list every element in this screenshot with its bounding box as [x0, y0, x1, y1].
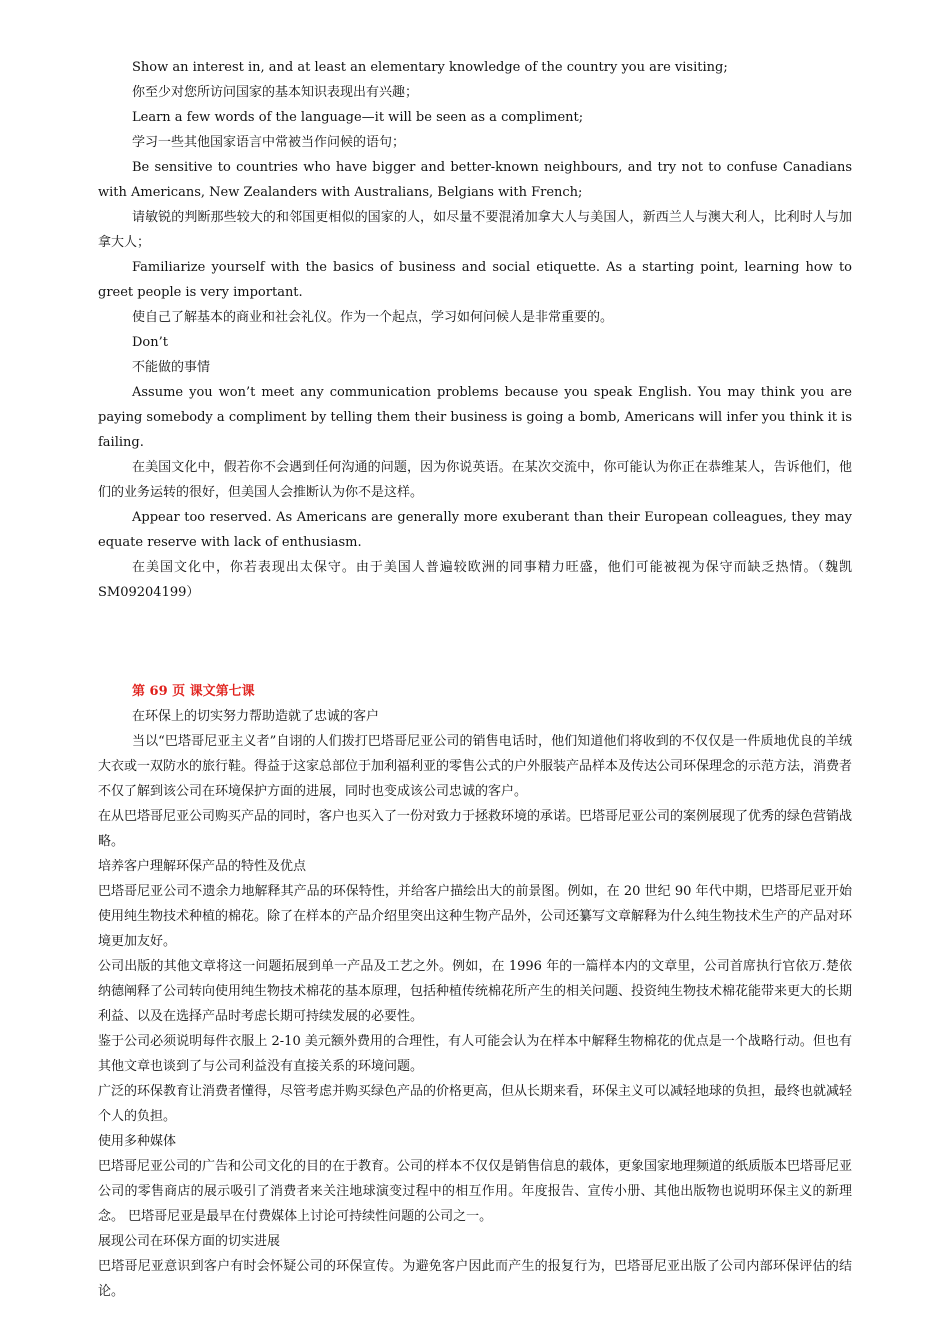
chinese-tip: 在美国文化中，你若表现出太保守。由于美国人普遍较欧洲的同事精力旺盛，他们可能被视为保守而缺乏热情。（魏凯SM09204199）: [98, 560, 852, 600]
etiquette-tips-section: [98, 55, 852, 605]
lesson-paragraph: 巴塔哥尼亚意识到客户有时会怀疑公司的环保宣传。为避免客户因此而产生的报复行为，巴塔哥尼亚出版了公司内部环保评估的结论。: [98, 1259, 852, 1299]
subheading-dont-chinese: 不能做的事情: [132, 360, 211, 375]
subheading-dont: Don’t: [132, 335, 168, 350]
english-tip: Show an interest in, and at least an elementary knowledge of the country you are visiting;: [132, 60, 728, 75]
english-tip: Familiarize yourself with the basics of business and social etiquette. As a starting point, learning how to greet people is very important.: [98, 260, 852, 300]
lesson-seven-section: [98, 679, 852, 1304]
chinese-tip: 请敏锐的判断那些较大的和邻国更相似的国家的人，如尽量不要混淆加拿大人与美国人，新西兰人与澳大利人，比利时人与加拿大人；: [98, 210, 852, 250]
lesson-subheading: 使用多种媒体: [98, 1134, 177, 1149]
chinese-tip: 学习一些其他国家语言中常被当作问候的语句；: [132, 135, 406, 150]
english-tip: Appear too reserved. As Americans are generally more exuberant than their European colleagues, they may equate reserve with lack of enthusiasm.: [98, 510, 852, 550]
english-tip: Learn a few words of the language—it will be seen as a compliment;: [132, 110, 584, 125]
lesson-paragraph: 巴塔哥尼亚公司不遗余力地解释其产品的环保特性，并给客户描绘出大的前景图。例如，在 20 世纪 90 年代中期，巴塔哥尼亚开始使用纯生物技术种植的棉花。除了在样本的产品介绍里突出这种生物产品外，公司还纂写文章解释为什么纯生物技术生产的产品对环境更加友好。: [98, 884, 853, 949]
lesson-paragraph: 公司出版的其他文章将这一问题拓展到单一产品及工艺之外。例如，在 1996 年的一篇样本内的文章里，公司首席执行官依万.楚依纳德阐释了公司转向使用纯生物技术棉花的基本原理，包括种植传统棉花所产生的相关问题、投资纯生物技术棉花能带来更大的长期利益、以及在选择产品时考虑长期可持续发展的必要性。: [98, 959, 853, 1024]
chinese-tip: 你至少对您所访问国家的基本知识表现出有兴趣；: [132, 85, 419, 100]
lesson-subheading: 培养客户理解环保产品的特性及优点: [98, 859, 307, 874]
chinese-tip: 使自己了解基本的商业和社会礼仪。作为一个起点，学习如何问候人是非常重要的。: [132, 310, 614, 325]
lesson-heading: 第 69 页 课文第七课: [132, 684, 255, 699]
english-tip: Be sensitive to countries who have bigger and better-known neighbours, and try not to confuse Canadians with Americans, New Zealanders with Australians, Belgians with French;: [98, 160, 852, 200]
lesson-paragraph: 鉴于公司必须说明每件衣服上 2-10 美元额外费用的合理性，有人可能会认为在样本中解释生物棉花的优点是一个战略行动。但也有其他文章也谈到了与公司利益没有直接关系的环境问题。: [98, 1034, 852, 1074]
section-spacer: [98, 605, 852, 679]
english-tip: Assume you won’t meet any communication problems because you speak English. You may think you are paying somebody a compliment by telling them their business is going a bomb, Americans will infer you think it is failing.: [98, 385, 852, 450]
lesson-subheading: 展现公司在环保方面的切实进展: [98, 1234, 281, 1249]
lesson-paragraph: 广泛的环保教育让消费者懂得，尽管考虑并购买绿色产品的价格更高，但从长期来看，环保主义可以减轻地球的负担，最终也就减轻个人的负担。: [98, 1084, 853, 1124]
lesson-paragraph: 在从巴塔哥尼亚公司购买产品的同时，客户也买入了一份对致力于拯救环境的承诺。巴塔哥尼亚公司的案例展现了优秀的绿色营销战略。: [98, 809, 853, 849]
chinese-tip: 在美国文化中，假若你不会遇到任何沟通的问题，因为你说英语。在某次交流中，你可能认为你正在恭维某人，告诉他们，他们的业务运转的很好，但美国人会推断认为你不是这样。: [98, 460, 852, 500]
lesson-title: 在环保上的切实努力帮助造就了忠诚的客户: [132, 709, 380, 724]
lesson-intro: 当以“巴塔哥尼亚主义者”自诩的人们拨打巴塔哥尼亚公司的销售电话时，他们知道他们将收到的不仅仅是一件质地优良的羊绒大衣或一双防水的旅行鞋。得益于这家总部位于加利福利亚的零售公式的户外服装产品样本及传达公司环保理念的示范方法，消费者不仅了解到该公司在环境保护方面的进展，同时也变成该公司忠诚的客户。: [98, 734, 853, 799]
lesson-paragraph: 巴塔哥尼亚公司的广告和公司文化的目的在于教育。公司的样本不仅仅是销售信息的载体，更象国家地理频道的纸质版本巴塔哥尼亚公司的零售商店的展示吸引了消费者来关注地球演变过程中的相互作用。年度报告、宣传小册、其他出版物也说明环保主义的新理念。 巴塔哥尼亚是最早在付费媒体上讨论可持续性问题的公司之一。: [98, 1159, 853, 1224]
